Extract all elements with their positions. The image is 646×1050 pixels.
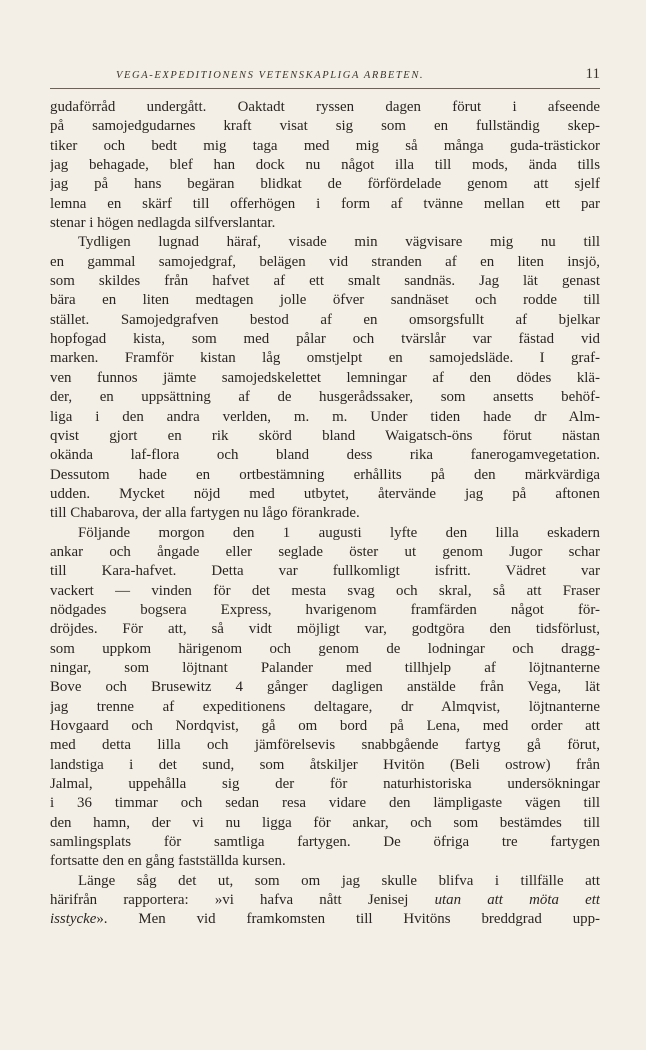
text-line: landstiga i det sund, som åtskiljer Hvitön (Beli ostrow) från — [50, 756, 600, 773]
text-line: vackert — vinden för det mesta svag och skral, så att Fraser — [50, 582, 600, 599]
header-rule — [50, 88, 600, 89]
text-line: jag trenne af expeditionens deltagare, dr Almqvist, löjtnanterne — [50, 698, 600, 715]
running-title: VEGA-EXPEDITIONENS VETENSKAPLIGA ARBETEN. — [116, 70, 425, 81]
text-line: samlingsplats för samtliga fartygen. De öfriga tre fartygen — [50, 834, 600, 851]
body-text — [50, 98, 600, 930]
text-line: Dessutom hade en ortbestämning erhållits på den märkvärdiga — [50, 466, 600, 483]
text-segment: ». Men vid framkomsten till Hvitöns breddgrad upp- — [96, 911, 600, 928]
text-segment: härifrån rapportera: »vi hafva nått Jenisej — [50, 892, 409, 909]
text-line-mixed — [50, 891, 600, 910]
text-line: Hovgaard och Nordqvist, gå om bord på Lena, med order att — [50, 718, 600, 734]
text-line: der, en uppsättning af de husgerådssaker, som ansetts behöf- — [50, 389, 600, 406]
text-line: med detta lilla och jämförelsevis snabbgående fartyg gå förut, — [50, 737, 600, 754]
text-line: gudaförråd undergått. Oaktadt ryssen dagen förut i afseende — [50, 99, 600, 115]
text-line: marken. Framför kistan låg omstjelpt en samojedsläde. I graf- — [50, 350, 600, 367]
text-line: till Chabarova, der alla fartygen nu lågo förankrade. — [50, 505, 360, 522]
text-line: den hamn, der vi nu ligga för ankar, och som bestämdes till — [50, 814, 600, 831]
text-line: till Kara-hafvet. Detta var fullkomligt isfritt. Vädret var — [50, 563, 600, 580]
running-head — [50, 66, 600, 86]
text-line: tiker och bedt mig taga med mig så många guda-trästickor — [50, 137, 600, 154]
text-line: dröjdes. För att, så vidt möjligt var, godtgöra den tidsförlust, — [50, 621, 600, 638]
text-line: i 36 timmar och sedan resa vidare den lämpligaste vägen till — [50, 795, 600, 812]
text-line: ankar och ångade eller seglade öster ut genom Jugor schar — [50, 543, 600, 560]
text-line: nödgades bogsera Express, hvarigenom framfärden något för- — [50, 601, 600, 618]
italic-segment: utan att möta ett — [434, 892, 600, 909]
text-line: Länge såg det ut, som om jag skulle blifva i tillfälle att — [78, 872, 600, 889]
text-line: jag behagade, blef han dock nu något illa till mods, ända tills — [50, 157, 600, 174]
text-line: som uppkom härigenom och genom de lodningar och dragg- — [50, 640, 600, 657]
text-line: ningar, som löjtnant Palander med tillhjelp af löjtnanterne — [50, 659, 600, 676]
text-line: Följande morgon den 1 augusti lyfte den lilla eskadern — [78, 524, 600, 541]
text-line-mixed — [50, 910, 600, 929]
italic-segment: isstycke — [50, 911, 97, 928]
text-line: fortsatte den en gång fastställda kursen. — [50, 853, 286, 870]
text-line: okända laf-flora och bland dess rika fanerogamvegetation. — [50, 447, 600, 464]
text-line: Jalmal, uppehålla sig der för naturhistoriska undersökningar — [50, 776, 600, 793]
text-line: jag på hans begäran blidkat de förfördelade genom att sjelf — [50, 176, 600, 193]
text-line: bära en liten medtagen jolle öfver sandnäset och rodde till — [50, 292, 600, 309]
text-line: stenar i högen nedlagda silfverslantar. — [50, 215, 276, 232]
text-line: ven funnos jämte samojedskelettet lemningar af den dödes klä- — [50, 369, 600, 386]
text-line: liga i den andra verlden, m. m. Under tiden hade dr Alm- — [50, 408, 600, 425]
text-line: på samojedgudarnes kraft visat sig som en fullständig skep- — [50, 118, 600, 135]
text-line: en gammal samojedgraf, belägen vid stranden af en liten insjö, — [50, 253, 600, 270]
text-line: Bove och Brusewitz 4 gånger dagligen anstälde från Vega, lät — [50, 679, 600, 696]
text-line: qvist gjort en rik skörd bland Waigatsch-öns förut nästan — [50, 427, 600, 444]
page-number: 11 — [585, 66, 600, 82]
text-line: hopfogad kista, som med pålar och tvärslår var fästad vid — [50, 331, 600, 348]
text-line: stället. Samojedgrafven bestod af en omsorgsfullt af bjelkar — [50, 311, 600, 328]
text-line: Tydligen lugnad häraf, visade min vägvisare mig nu till — [78, 234, 600, 251]
text-line: som skildes från hafvet af ett smalt sandnäs. Jag lät genast — [50, 273, 600, 290]
text-line: lemna en skärf till offerhögen i form af tvänne mellan ett par — [50, 195, 600, 212]
text-line: udden. Mycket nöjd med utbytet, återvände jag på aftonen — [50, 485, 600, 502]
